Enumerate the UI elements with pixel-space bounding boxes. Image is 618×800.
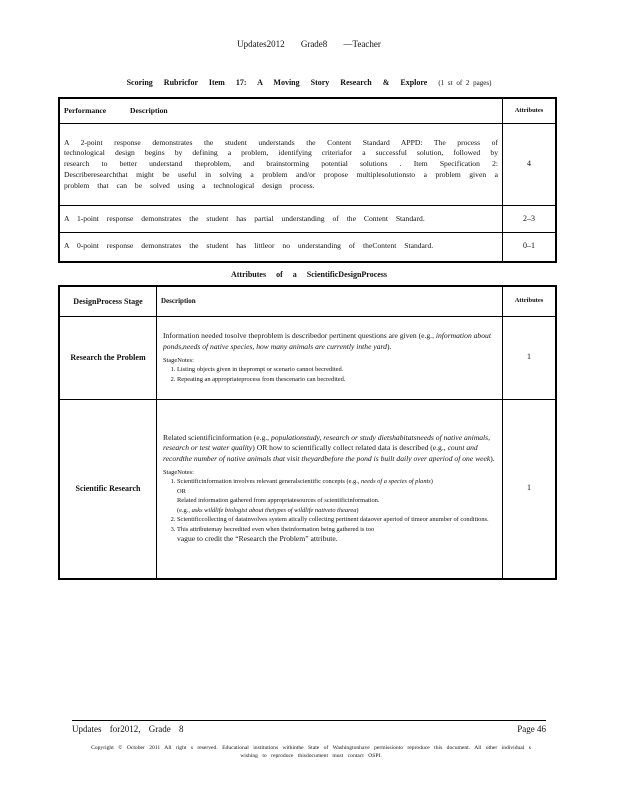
note-1-end: ) bbox=[430, 478, 433, 486]
attributes-header: Attributes bbox=[503, 98, 557, 124]
note-1-example: needs of a species of plants bbox=[361, 478, 431, 486]
footer-left: Updates for2012, Grade 8 bbox=[72, 724, 184, 734]
research-problem-description bbox=[157, 316, 503, 399]
stage-header: DesignProcess Stage bbox=[59, 286, 157, 316]
scientific-research-text-mid: ) OR how to scientifically collect related data is described (e.g., bbox=[252, 443, 448, 453]
research-problem-notes-label: StageNotes: bbox=[163, 356, 194, 364]
scientific-research-notes bbox=[163, 468, 496, 545]
rubric-title bbox=[0, 78, 618, 87]
page-footer bbox=[72, 724, 546, 734]
research-problem-note-1: 1. Listing objects given in theprompt or scenario cannot becredited. bbox=[177, 365, 496, 375]
note-1-example-2: asks wildlife biologist about thetypes of wildlife nativeto thearea bbox=[191, 506, 357, 514]
research-problem-text-end: ). bbox=[386, 341, 392, 351]
research-problem-attr: 1 bbox=[503, 316, 557, 399]
note-1-example-end: ) bbox=[356, 506, 359, 514]
footer-rule bbox=[72, 720, 546, 721]
scientific-research-stage: Scientific Research bbox=[59, 399, 157, 579]
rubric-1-point-attr: 2–3 bbox=[503, 206, 557, 233]
note-3-text: This attributemay becredited even when theinformation being gathered is too bbox=[177, 525, 375, 533]
research-problem-example: information about ponds,needs of native species, how many animals are currently inthe yard bbox=[163, 330, 491, 351]
note-1-example-line bbox=[177, 506, 496, 516]
scientific-research-note-2: 2. Scientificcollecting of datainvolves system atically collecting pertinent dataover aperiod of timeor anumber of conditions. bbox=[177, 515, 496, 525]
design-attributes-header: Attributes bbox=[503, 286, 557, 316]
rubric-page-note: (1 st of 2 pages) bbox=[438, 79, 492, 87]
scientific-research-text: Related scientificinformation (e.g., bbox=[163, 432, 271, 442]
note-1-related: Related information gathered from appropriatesources of scientificinformation. bbox=[177, 497, 380, 505]
research-problem-main bbox=[163, 331, 496, 353]
research-problem-text: Information needed tosolve theproblem is describedor pertinent questions are given (e.g., bbox=[163, 330, 436, 340]
rubric-title-text: Scoring Rubricfor Item 17: A Moving Story Research & Explore bbox=[126, 78, 428, 87]
rubric-row-0-point bbox=[59, 233, 556, 262]
note-3-text-b: vague to credit the “Research the Problem” attribute. bbox=[177, 534, 338, 544]
design-header-row bbox=[59, 286, 556, 316]
research-problem-note-2: 2. Repeating an appropriateprocess from thescenario can becredited. bbox=[177, 375, 496, 385]
note-1-text: Scientificinformation involves relevant generalscientific concepts (e.g., bbox=[177, 478, 362, 486]
scientific-research-example-1: populationstudy, research or study dietshabitatsneeds of native animals, research or test water quality bbox=[163, 432, 490, 453]
scientific-research-notes-label: StageNotes: bbox=[163, 468, 194, 476]
scientific-research-note-1 bbox=[177, 477, 496, 515]
description-header: Description bbox=[157, 286, 503, 316]
research-problem-row bbox=[59, 316, 556, 399]
page-header: Updates2012 Grade8 —Teacher bbox=[237, 39, 381, 49]
rubric-header-row bbox=[59, 98, 556, 124]
copyright-notice: Copyright © October 2011 All right s reserved. Educational institutions withinthe State of Washingtonhave permissionto reproduce this document. All other individual s wishing to reproduce thisdocument must contact OSPI. bbox=[91, 745, 531, 759]
scientific-research-description bbox=[157, 399, 503, 579]
scientific-research-note-3 bbox=[177, 525, 496, 545]
note-1-or: OR bbox=[177, 487, 186, 495]
scoring-rubric-table bbox=[58, 97, 557, 263]
note-1-eg: (e.g., bbox=[177, 506, 192, 514]
rubric-0-point-text: A 0-point response demonstrates the student has littleor no understanding of theContent Standard. bbox=[59, 233, 503, 262]
scientific-research-attr: 1 bbox=[503, 399, 557, 579]
rubric-0-point-attr: 0–1 bbox=[503, 233, 557, 262]
scientific-research-example-2: count and recordthe number of native animals that visit theyardbefore the pond is built daily over aperiod of one week bbox=[163, 443, 491, 464]
rubric-2-point-text: A 2-point response demonstrates the student understands the Content Standard APPD: The process of technological design begins by defining a problem, identifying criteriafor a successful solution, followed by research to better understand theproblem, and brainstorming potential solutions . Item Specification 2: Describeresearchthat might be useful in solving a problem and/or propose multiplesolutionsto a problem given a problem that can be solved using a technological design process. bbox=[59, 124, 503, 206]
research-problem-notes bbox=[163, 356, 496, 385]
attributes-section-title: Attributes of a ScientificDesignProcess bbox=[230, 270, 388, 279]
design-process-table bbox=[58, 285, 557, 580]
rubric-1-point-text: A 1-point response demonstrates the student has partial understanding of the Content Standard. bbox=[59, 206, 503, 233]
rubric-row-1-point bbox=[59, 206, 556, 233]
scientific-research-text-end: ). bbox=[490, 454, 495, 464]
rubric-row-2-point bbox=[59, 124, 556, 206]
research-problem-stage: Research the Problem bbox=[59, 316, 157, 399]
rubric-2-point-attr: 4 bbox=[503, 124, 557, 206]
scientific-research-main bbox=[163, 433, 496, 465]
performance-description-header: Performance Description bbox=[59, 98, 503, 124]
scientific-research-row bbox=[59, 399, 556, 579]
footer-page-number: Page 46 bbox=[517, 724, 546, 734]
